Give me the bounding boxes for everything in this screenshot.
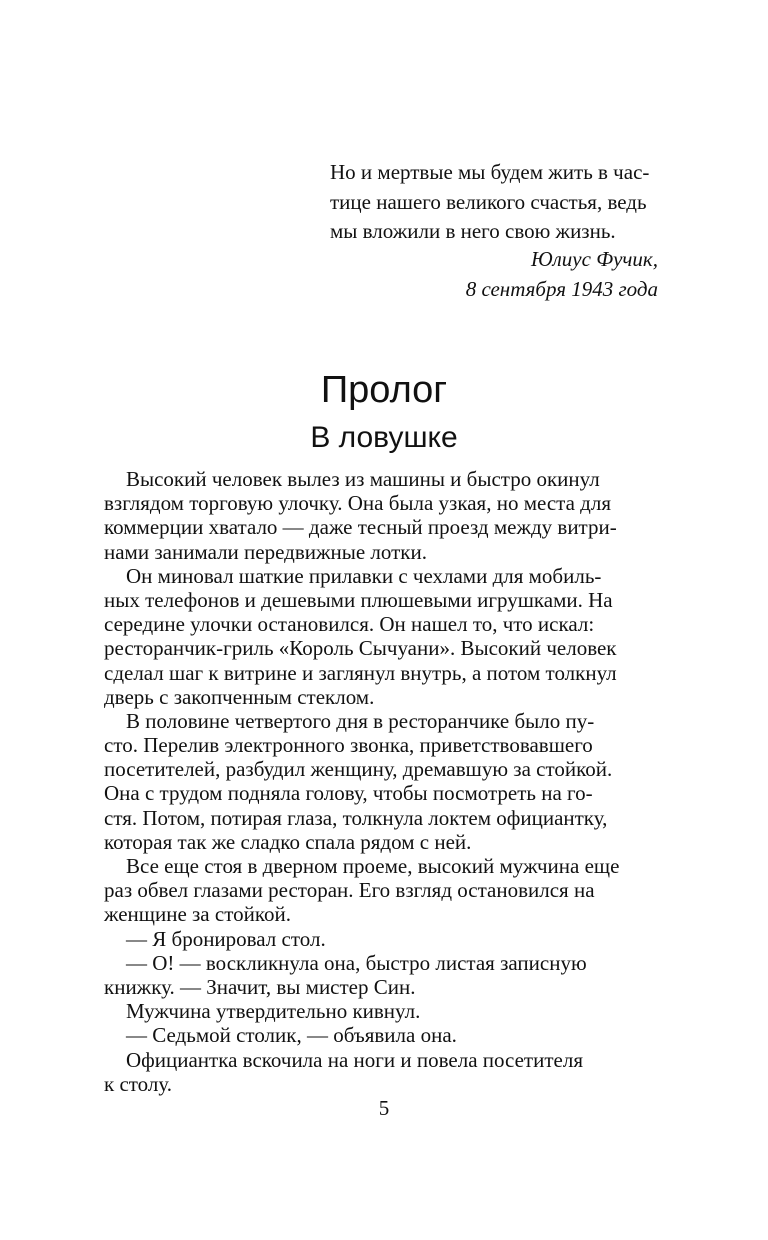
epigraph-line: тице нашего великого счастья, ведь [330, 189, 647, 214]
text-line: Она с трудом подняла голову, чтобы посмотреть на го- [104, 781, 593, 806]
text-line: сделал шаг к витрине и заглянул внутрь, а потом толкнул [104, 660, 617, 685]
text-line: сто. Перелив электронного звонка, приветствовавшего [104, 733, 593, 758]
text-line: ресторанчик-гриль «Король Сычуани». Высокий человек [104, 636, 617, 661]
epigraph-date: 8 сентября 1943 года [465, 276, 658, 301]
epigraph-line: мы вложили в него свою жизнь. [330, 219, 616, 243]
text-line: к столу. [104, 1071, 173, 1096]
text-line: В половине четвертого дня в ресторанчике было пу- [126, 708, 595, 733]
text-line: — Седьмой столик, — объявила она. [126, 1023, 457, 1048]
text-line: ных телефонов и дешевыми плюшевыми игрушками. На [104, 587, 613, 612]
text-line: нами занимали передвижные лотки. [104, 539, 427, 564]
text-line: коммерции хватало — даже тесный проезд между витри- [104, 515, 617, 540]
text-line: — Я бронировал стол. [126, 926, 326, 951]
epigraph-attribution [466, 245, 658, 304]
chapter-title: Пролог [320, 369, 448, 411]
epigraph [330, 158, 660, 247]
text-line: Официантка вскочила на ноги и повела посетителя [126, 1047, 583, 1072]
text-line: посетителей, разбудил женщину, дремавшую за стойкой. [104, 757, 613, 782]
text-line: — О! — воскликнула она, быстро листая записную [126, 950, 587, 975]
text-line: взглядом торговую улочку. Она была узкая, но места для [104, 491, 611, 516]
text-line: раз обвел глазами ресторан. Его взгляд остановился на [104, 878, 595, 903]
body-text [104, 467, 660, 1096]
text-line: книжку. — Значит, вы мистер Син. [104, 974, 416, 999]
text-line: дверь с закопченным стеклом. [104, 684, 375, 709]
text-line: Все еще стоя в дверном проеме, высокий мужчина еще [126, 854, 620, 878]
page-number: 5 [378, 1096, 390, 1120]
text-line: середине улочки остановился. Он нашел то, что искал: [104, 612, 595, 637]
epigraph-line: Но и мертвые мы будем жить в час- [330, 160, 650, 184]
text-line: которая так же сладко спала рядом с ней. [104, 829, 472, 854]
epigraph-author: Юлиус Фучик, [530, 247, 658, 271]
text-line: женщине за стойкой. [104, 902, 291, 927]
chapter-subtitle: В ловушке [310, 421, 458, 454]
text-line: Высокий человек вылез из машины и быстро окинул [126, 467, 600, 491]
text-line: стя. Потом, потирая глаза, толкнула локтем официантку, [104, 805, 608, 830]
text-line: Он миновал шаткие прилавки с чехлами для мобиль- [126, 563, 602, 588]
text-line: Мужчина утвердительно кивнул. [126, 999, 421, 1024]
